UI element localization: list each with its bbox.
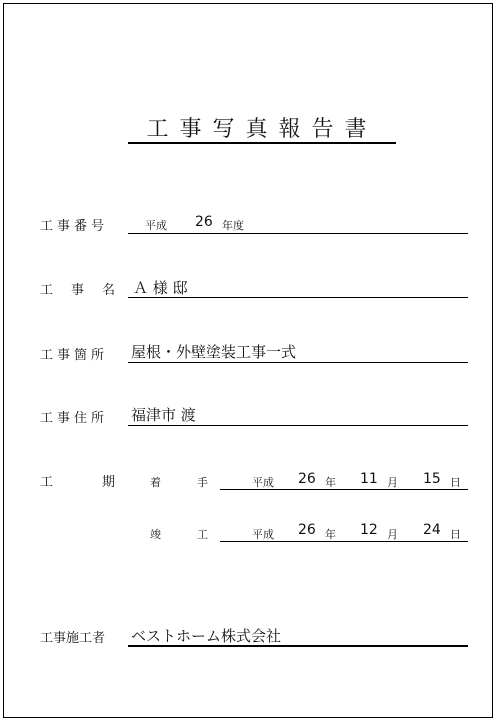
start-year: 26: [298, 471, 316, 487]
number-label: 工事番号: [40, 219, 109, 234]
start-year-unit: 年: [325, 476, 336, 489]
end-day-unit: 日: [450, 528, 461, 541]
number-line: [128, 233, 468, 234]
period-label-2: 期: [102, 475, 116, 490]
number-year-suffix: 年度: [222, 219, 244, 232]
end-month-unit: 月: [387, 528, 398, 541]
document-title: 工事写真報告書: [146, 117, 378, 142]
address-value: 福津市 渡: [131, 406, 196, 424]
period-label-1: 工: [40, 475, 54, 490]
number-year: 26: [195, 214, 213, 230]
start-label-1: 着: [150, 476, 161, 489]
start-day: 15: [423, 471, 441, 487]
location-line: [128, 362, 468, 363]
location-value: 屋根・外壁塗装工事一式: [131, 343, 297, 361]
name-value: Ａ 様 邸: [133, 279, 188, 297]
title-underline: [128, 110, 396, 144]
end-era: 平成: [252, 528, 274, 541]
name-label-1: 工: [40, 283, 54, 298]
start-month: 11: [360, 471, 378, 487]
address-label: 工事住所: [40, 411, 109, 426]
name-label-3: 名: [102, 283, 116, 298]
address-line: [128, 425, 468, 426]
end-month: 12: [360, 522, 378, 538]
name-label-2: 事: [71, 283, 85, 298]
end-label-2: 工: [197, 528, 208, 541]
contractor-label: 工事施工者: [40, 631, 106, 646]
number-era: 平成: [145, 219, 167, 232]
contractor-value: ベストホーム株式会社: [131, 627, 282, 645]
start-day-unit: 日: [450, 476, 461, 489]
end-day: 24: [423, 522, 441, 538]
end-year-unit: 年: [325, 528, 336, 541]
start-era: 平成: [252, 476, 274, 489]
start-month-unit: 月: [387, 476, 398, 489]
start-label-2: 手: [197, 476, 208, 489]
end-year: 26: [298, 522, 316, 538]
location-label: 工事箇所: [40, 348, 109, 363]
end-label-1: 竣: [150, 528, 161, 541]
